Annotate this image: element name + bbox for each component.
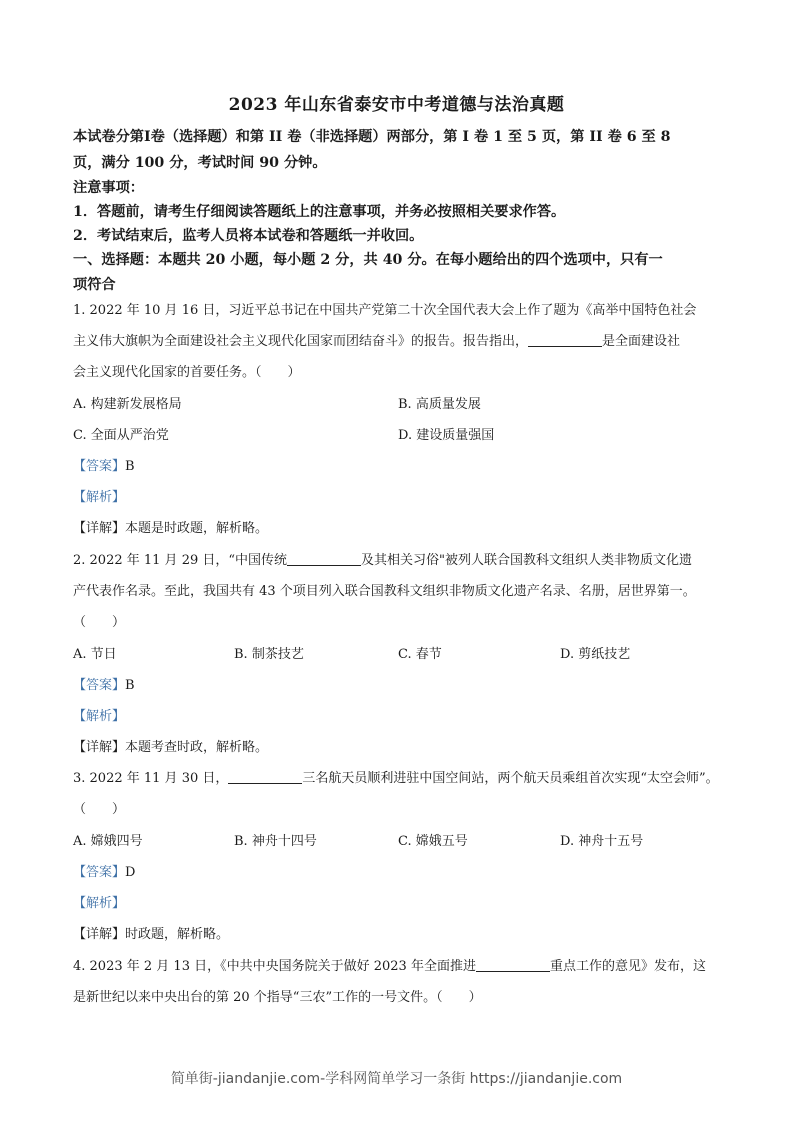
footer-watermark: 简单街-jiandanjie.com-学科网简单学习一条街 https://jiandanjie.com <box>170 1071 623 1087</box>
q3-stem-text-b: 三名航天员顺利进驻中国空间站，两个航天员乘组首次实现“太空会师”。 <box>302 771 719 786</box>
q2-stem-line-2: 产代表作名录。至此，我国共有 43 个项目列入联合国教科文组织非物质文化遗产名录、名册，居世界第一。 <box>73 584 696 599</box>
q1-option-a: A. 构建新发展格局 <box>73 397 182 412</box>
q3-stem-text-a: 3. 2022 年 11 月 30 日， <box>73 771 229 786</box>
detail-tag: 【详解】 <box>73 927 126 942</box>
detail-text: 本题考查时政，解析略。 <box>125 740 269 755</box>
section-heading-line-1: 一、选择题：本题共 20 小题，每小题 2 分，共 40 分。在每小题给出的四个选项中，只有一 <box>73 252 663 268</box>
q3-stem-line-1 <box>73 768 719 790</box>
notice-item-1: 1．答题前，请考生仔细阅读答题纸上的注意事项，并务必按照相关要求作答。 <box>73 204 566 220</box>
q3-analysis-tag: 【解析】 <box>73 896 126 911</box>
q1-stem-text-a: 主义伟大旗帜为全面建设社会主义现代化国家而团结奋斗》的报告。报告指出， <box>73 334 529 349</box>
answer-value: D <box>125 865 136 880</box>
notice-heading: 注意事项： <box>73 180 144 196</box>
q1-analysis-tag: 【解析】 <box>73 490 126 505</box>
section-heading-line-2: 项符合 <box>73 277 116 293</box>
q2-stem-text-b: 及其相关习俗"被列人联合国教科文组织人类非物质文化遗 <box>361 553 692 568</box>
q4-stem-text-a: 4. 2023 年 2 月 13 日，《中共中央国务院关于做好 2023 年全面推进 <box>73 959 476 974</box>
q3-option-d: D. 神舟十五号 <box>560 834 644 849</box>
detail-tag: 【详解】 <box>73 740 126 755</box>
q3-detail <box>73 924 229 946</box>
q3-stem-line-2: （ ） <box>73 802 126 817</box>
answer-blank <box>228 769 302 784</box>
answer-blank <box>287 551 361 566</box>
answer-value: B <box>125 459 135 474</box>
q1-detail <box>73 518 268 540</box>
q2-analysis-tag: 【解析】 <box>73 709 126 724</box>
q4-stem-text-b: 重点工作的意见》发布，这 <box>549 959 706 974</box>
q1-stem-text-b: 是全面建设社 <box>602 334 681 349</box>
q4-stem-line-2: 是新世纪以来中央出台的第 20 个指导“三农”工作的一号文件。（ ） <box>73 990 482 1005</box>
q1-answer <box>73 456 135 478</box>
detail-text: 本题是时政题，解析略。 <box>125 521 269 536</box>
q2-option-c: C. 春节 <box>398 647 442 662</box>
q4-stem-line-1 <box>73 956 706 978</box>
q2-stem-line-3: （ ） <box>73 615 126 630</box>
q3-option-b: B. 神舟十四号 <box>234 834 317 849</box>
q2-stem-line-1 <box>73 550 692 572</box>
intro-line-1: 本试卷分第Ⅰ卷（选择题）和第 II 卷（非选择题）两部分，第 I 卷 1 至 5 页，第 II 卷 6 至 8 <box>73 129 671 145</box>
q1-option-d: D. 建设质量强国 <box>398 428 495 443</box>
q3-answer <box>73 862 135 884</box>
q1-stem-line-1: 1. 2022 年 10 月 16 日，习近平总书记在中国共产党第二十次全国代表大会上作了题为《高举中国特色社会 <box>73 303 697 318</box>
detail-tag: 【详解】 <box>73 521 126 536</box>
notice-item-2: 2．考试结束后，监考人员将本试卷和答题纸一并收回。 <box>73 228 424 244</box>
answer-tag: 【答案】 <box>73 865 126 880</box>
q2-option-a: A. 节日 <box>73 647 117 662</box>
q1-stem-line-3: 会主义现代化国家的首要任务。（ ） <box>73 365 301 380</box>
detail-text: 时政题，解析略。 <box>125 927 230 942</box>
q1-option-b: B. 高质量发展 <box>398 397 481 412</box>
q1-stem-line-2 <box>73 331 680 353</box>
q2-detail <box>73 737 268 759</box>
q1-option-c: C. 全面从严治党 <box>73 428 169 443</box>
answer-blank <box>528 332 602 347</box>
intro-line-2: 页，满分 100 分，考试时间 90 分钟。 <box>73 155 327 171</box>
answer-value: B <box>125 678 135 693</box>
q2-option-d: D. 剪纸技艺 <box>560 647 631 662</box>
answer-tag: 【答案】 <box>73 459 126 474</box>
answer-blank <box>476 957 550 972</box>
q2-stem-text-a: 2. 2022 年 11 月 29 日，“中国传统 <box>73 553 288 568</box>
page-title: 2023 年山东省泰安市中考道德与法治真题 <box>228 95 565 115</box>
q3-option-a: A. 嫦娥四号 <box>73 834 143 849</box>
answer-tag: 【答案】 <box>73 678 126 693</box>
q2-option-b: B. 制茶技艺 <box>234 647 304 662</box>
q2-answer <box>73 675 135 697</box>
q3-option-c: C. 嫦娥五号 <box>398 834 468 849</box>
